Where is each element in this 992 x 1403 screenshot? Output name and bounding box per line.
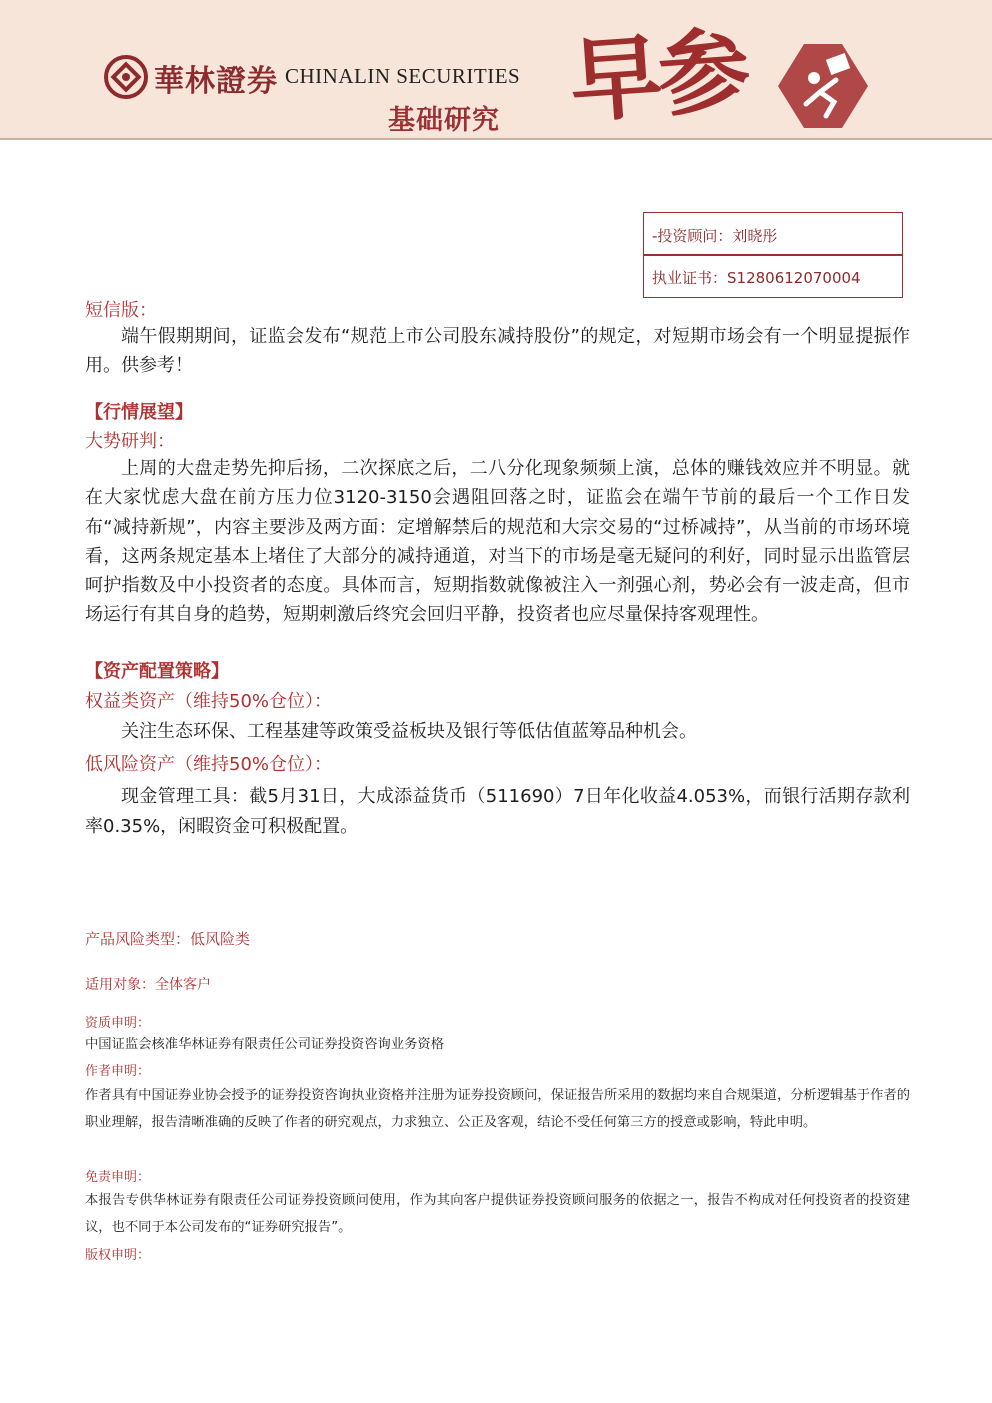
qualification-body: 中国证监会核准华林证券有限责任公司证券投资咨询业务资格	[85, 1037, 445, 1052]
company-logo-icon	[104, 55, 148, 99]
advisor-info-box	[643, 212, 903, 298]
license-number: 执业证书：S1280612070004	[652, 269, 861, 287]
lowrisk-body: 现金管理工具：截5月31日，大成添益货币（511690）7日年化收益4.053%，而银行活期存款利率0.35%，闲暇资金可积极配置。	[85, 786, 910, 837]
department-title: 基础研究	[388, 105, 500, 136]
outlook-section-title: 【行情展望】	[85, 402, 193, 423]
disclaimer-body: 本报告专供华林证券有限责任公司证券投资顾问使用，作为其向客户提供证券投资顾问服务的依据之一，报告不构成对任何投资者的投资建议，也不同于本公司发布的“证券研究报告”。	[85, 1193, 910, 1235]
disclaimer-title: 免责申明：	[85, 1170, 151, 1185]
allocation-section-title: 【资产配置策略】	[85, 661, 229, 682]
lowrisk-heading: 低风险资产（维持50%仓位）：	[85, 754, 333, 776]
equity-body: 关注生态环保、工程基建等政策受益板块及银行等低估值蓝筹品种机会。	[121, 721, 697, 742]
sms-section	[85, 296, 910, 381]
qualification-title: 资质申明：	[85, 1016, 151, 1031]
equity-heading: 权益类资产（维持50%仓位）：	[85, 691, 333, 712]
allocation-section	[85, 657, 910, 841]
page-header	[0, 0, 992, 138]
advisor-name: -投资顾问：刘晓彤	[652, 227, 778, 245]
author-body: 作者具有中国证券业协会授予的证券投资咨询执业资格并注册为证券投资顾问，保证报告所采用的数据均来自合规渠道，分析逻辑基于作者的职业理解，报告清晰准确的反映了作者的研究观点，力求独立、公正及客观，结论不受任何第三方的授意或影响，特此申明。	[85, 1088, 910, 1130]
copyright-title: 版权申明：	[85, 1248, 151, 1263]
header-divider	[0, 138, 992, 140]
sms-body: 端午假期期间，证监会发布“规范上市公司股东减持股份”的规定，对短期市场会有一个明显提振作用。供参考！	[85, 326, 910, 377]
brand-title: 早参	[566, 15, 750, 137]
company-name-cn: 華林證券	[154, 64, 278, 99]
advisor-box-divider	[644, 254, 902, 256]
outlook-body: 上周的大盘走势先抑后扬，二次探底之后，二八分化现象频频上演，总体的赚钱效应并不明显。就在大家忧虑大盘在前方压力位3120-3150会遇阻回落之时，证监会在端午节前的最后一个工作日发布“减持新规”，内容主要涉及两方面：定增解禁后的规范和大宗交易的“过桥减持”，从当前的市场环境看，这两条规定基本上堵住了大部分的减持通道，对当下的市场是毫无疑问的利好，同时显示出监管层呵护指数及中小投资者的态度。具体而言，短期指数就像被注入一剂强心剂，势必会有一波走高，但市场运行有其自身的趋势，短期刺激后终究会回归平静，投资者也应尽量保持客观理性。	[85, 458, 910, 626]
sms-heading: 短信版：	[85, 300, 157, 321]
target-audience: 适用对象：全体客户	[85, 977, 211, 993]
company-name-en: CHINALIN SECURITIES	[285, 64, 521, 88]
author-title: 作者申明：	[85, 1064, 151, 1079]
outlook-section	[85, 398, 910, 630]
outlook-heading: 大势研判：	[85, 431, 175, 452]
risk-type: 产品风险类型：低风险类	[85, 930, 251, 948]
brand-emblem-icon	[776, 42, 870, 130]
